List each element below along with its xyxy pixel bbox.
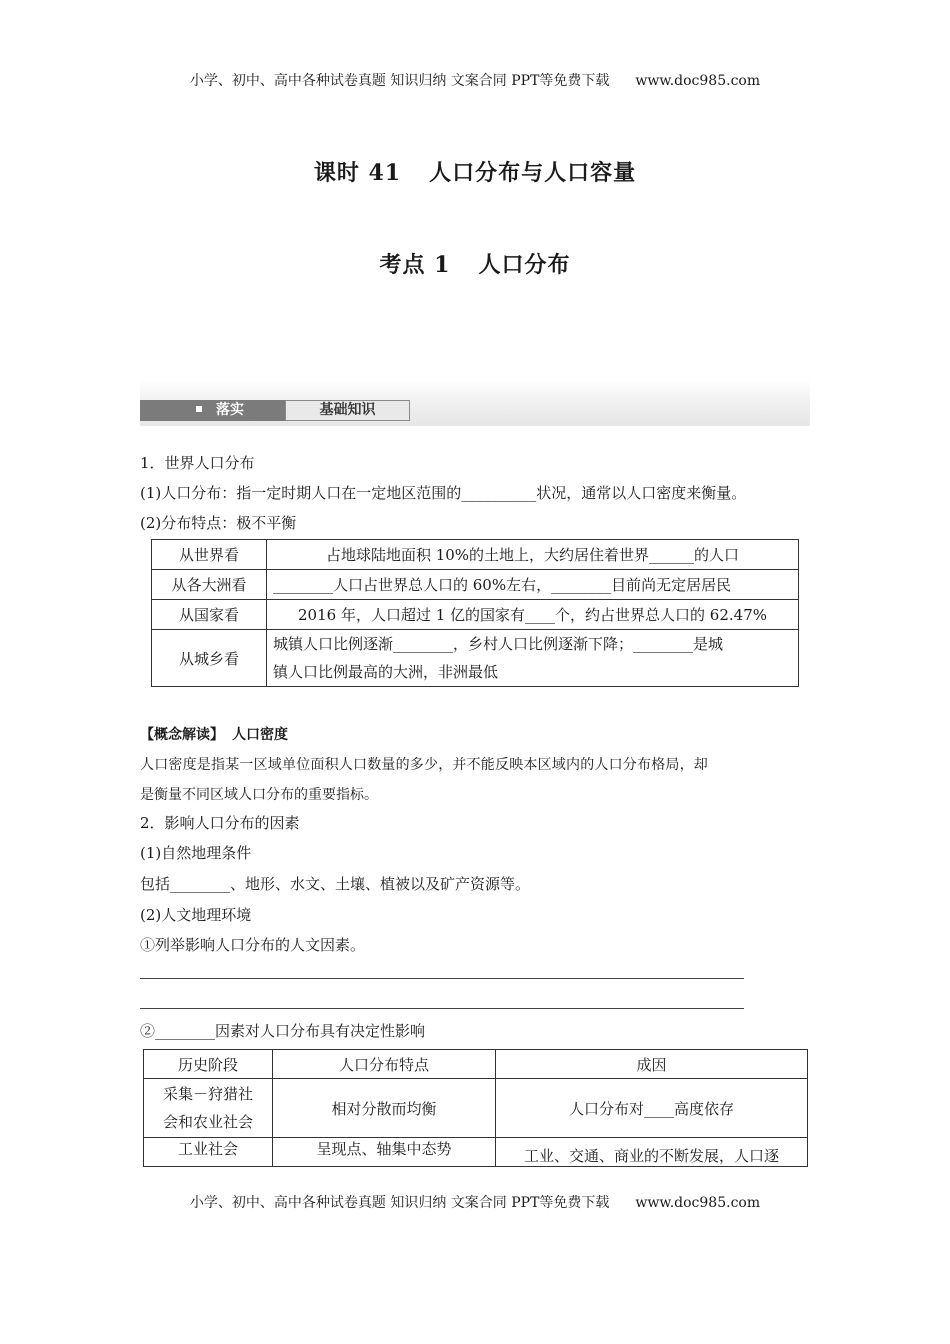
- table-row: 从各大洲看 ________人口占世界总人口的 60%左右，________目前尚无定居居民: [152, 570, 799, 600]
- s2-p1: (1)自然地理条件: [140, 844, 252, 862]
- distribution-table: [151, 539, 799, 687]
- concept-line-2: 是衡量不同区域人口分布的重要指标。: [140, 787, 378, 803]
- banner-left: 落实: [140, 400, 285, 421]
- s2-p2: 包括________、地形、水文、土壤、植被以及矿产资源等。: [140, 875, 531, 893]
- table-row: 工业社会 呈现点、轴集中态势 工业、交通、商业的不断发展，人口逐: [144, 1138, 808, 1167]
- s1-p2: (2)分布特点：极不平衡: [140, 514, 297, 532]
- s2-p5: ②________因素对人口分布具有决定性影响: [140, 1022, 426, 1040]
- s2-p3: (2)人文地理环境: [140, 906, 252, 924]
- concept-heading: 【概念解读】 人口密度: [140, 727, 288, 743]
- concept-line-1: 人口密度是指某一区域单位面积人口数量的多少，并不能反映本区域内的人口分布格局，却: [140, 757, 708, 773]
- lesson-number: 课时 41: [313, 160, 402, 186]
- header-site: www.doc985.com: [635, 73, 761, 89]
- header-text: 小学、初中、高中各种试卷真题 知识归纳 文案合同 PPT等免费下载: [189, 73, 610, 89]
- answer-line: [140, 978, 744, 979]
- s2-heading: 2．影响人口分布的因素: [140, 814, 300, 832]
- table-row: 采集－狩猎社 会和农业社会 相对分散而均衡 人口分布对____高度依存: [144, 1079, 808, 1138]
- page-title: [0, 156, 950, 187]
- page-footer: [0, 1192, 950, 1212]
- table-header-row: 历史阶段 人口分布特点 成因: [144, 1050, 808, 1079]
- history-table: [143, 1049, 808, 1167]
- s2-p4: ①列举影响人口分布的人文因素。: [140, 936, 366, 954]
- table-row: 从国家看 2016 年，人口超过 1 亿的国家有____个，约占世界总人口的 62.47%: [152, 600, 799, 630]
- s1-p1: (1)人口分布：指一定时期人口在一定地区范围的__________状况，通常以人口密度来衡量。: [140, 484, 747, 502]
- page-header: [0, 70, 950, 90]
- point-number: 考点 1: [379, 252, 451, 278]
- footer-text: 小学、初中、高中各种试卷真题 知识归纳 文案合同 PPT等免费下载: [189, 1195, 610, 1211]
- table-row: 从世界看 占地球陆地面积 10%的土地上，大约居住着世界______的人口: [152, 540, 799, 570]
- answer-line: [140, 1008, 744, 1009]
- page-subtitle: [0, 248, 950, 279]
- s1-heading: 1．世界人口分布: [140, 454, 255, 472]
- section-banner: [140, 380, 810, 426]
- lesson-name: 人口分布与人口容量: [429, 160, 637, 186]
- banner-right: 基础知识: [285, 400, 410, 421]
- footer-site: www.doc985.com: [635, 1195, 761, 1211]
- table-row: 从城乡看 城镇人口比例逐渐________，乡村人口比例逐渐下降；________是城 镇人口比例最高的大洲，非洲最低: [152, 630, 799, 687]
- point-name: 人口分布: [478, 252, 571, 278]
